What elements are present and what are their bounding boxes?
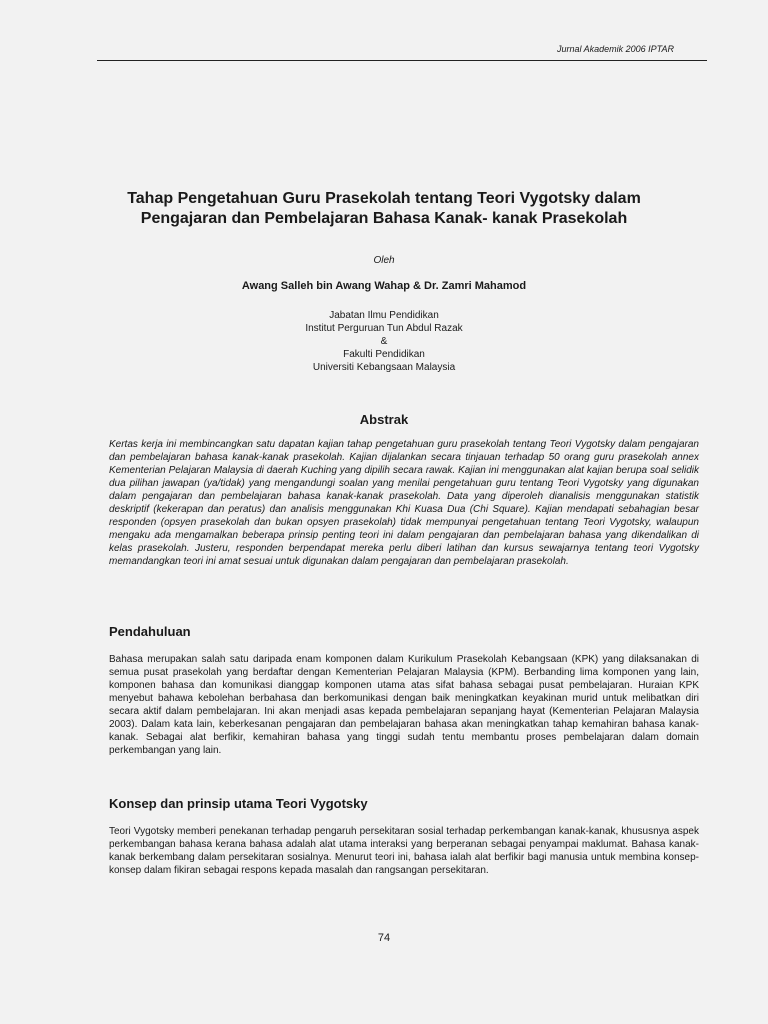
title-line-1: Tahap Pengetahuan Guru Prasekolah tentang Teori Vygotsky dalam	[127, 190, 641, 207]
affiliation	[0, 309, 768, 374]
title-line-2: Pengajaran dan Pembelajaran Bahasa Kanak- kanak Prasekolah	[140, 210, 628, 227]
abstract-heading: Abstrak	[359, 412, 409, 427]
affiliation-line: Universiti Kebangsaan Malaysia	[312, 362, 456, 373]
authors: Awang Salleh bin Awang Wahap & Dr. Zamri Mahamod	[241, 280, 527, 292]
page-number: 74	[377, 932, 391, 944]
affiliation-line: Institut Perguruan Tun Abdul Razak	[305, 323, 463, 334]
affiliation-line: Jabatan Ilmu Pendidikan	[329, 310, 439, 321]
affiliation-line: &	[380, 336, 388, 347]
abstract-text: Kertas kerja ini membincangkan satu dapatan kajian tahap pengetahuan guru prasekolah tentang Teori Vygotsky dalam pengajaran dan pembelajaran bahasa kanak-kanak prasekolah. Kajian dijalankan secara tinjauan terhadap 50 orang guru prasekolah annex Kementerian Pelajaran Malaysia di daerah Kuching yang dipilih secara rawak. Kajian ini menggunakan alat kajian berupa soal selidik dua pilihan jawapan (ya/tidak) yang mengandungi soalan yang menilai pengetahuan guru tentang Teori Vygotsky yang digunakan dalam pengajaran dan pembelajaran bahasa kanak-kanak prasekolah. Data yang diperoleh dianalisis menggunakan statistik deskriptif (kekerapan dan peratus) dan analisis menggunakan Khi Kuasa Dua (Chi Square). Kajian mendapati sebahagian besar responden (opsyen prasekolah dan bukan opsyen prasekolah) tidak mempunyai pengetahuan tentang Teori Vygotsky, walaupun mengaku ada mengamalkan beberapa prinsip penting teori ini dalam pengajaran dan pembelajaran bahasa yang dikendalikan di kelas prasekolah. Justeru, responden berpendapat mereka perlu diberi latihan dan kursus sewajarnya tentang teori Vygotsky memandangkan teori ini amat sesuai untuk digunakan dalam pengajaran dan pembelajaran prasekolah.	[109, 439, 699, 567]
running-header: Jurnal Akademik 2006 IPTAR	[556, 44, 674, 54]
section-heading-konsep: Konsep dan prinsip utama Teori Vygotsky	[109, 796, 368, 811]
paper-title	[60, 189, 708, 229]
header-rule	[97, 60, 707, 61]
byline-oleh: Oleh	[373, 255, 395, 266]
section-paragraph-pendahuluan: Bahasa merupakan salah satu daripada enam komponen dalam Kurikulum Prasekolah Kebangsaan (KPK) yang dilaksanakan di semua pusat prasekolah yang berdaftar dengan Kementerian Pelajaran Malaysia (KPM). Berbanding lima komponen yang lain, komponen bahasa dan komunikasi dianggap komponen utama atas sifat bahasa sebagai pusat pembelajaran. Huraian KPK menyebut bahawa kebolehan berbahasa dan berkomunikasi dengan baik meningkatkan keyakinan murid untuk melibatkan diri secara aktif dalam pembelajaran. Ini akan menjadi asas kepada pembelajaran sepanjang hayat (Kementerian Pelajaran Malaysia 2003). Dalam kata lain, keberkesanan pengajaran dan pembelajaran bahasa akan meningkatkan tahap kemahiran bahasa kanak-kanak. Sebagai alat berfikir, kemahiran bahasa yang tinggi sudah tentu membantu proses pembelajaran dalam domain perkembangan yang lain.	[109, 654, 699, 756]
affiliation-line: Fakulti Pendidikan	[343, 349, 425, 360]
section-heading-pendahuluan: Pendahuluan	[109, 624, 191, 639]
section-paragraph-konsep: Teori Vygotsky memberi penekanan terhadap pengaruh persekitaran sosial terhadap perkembangan kanak-kanak, khususnya aspek perkembangan bahasa kerana bahasa adalah alat utama interaksi yang berperanan sebagai penyampai maklumat. Bahasa kanak-kanak berkembang dalam persekitaran sosialnya. Menurut teori ini, bahasa ialah alat berfikir bagi manusia untuk membina konsep-konsep dalam fikiran sebagai respons kepada masalah dan rangsangan persekitaran.	[109, 826, 699, 876]
